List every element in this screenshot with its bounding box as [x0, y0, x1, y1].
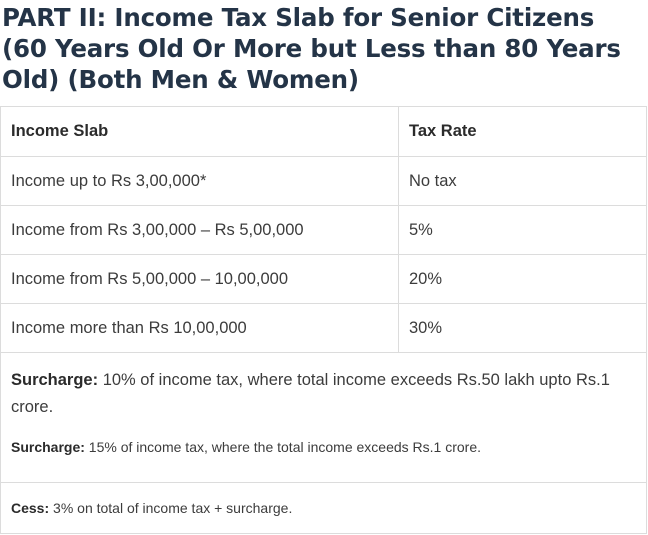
surcharge-text: 15% of income tax, where the total income exceeds Rs.1 crore. — [84, 439, 482, 455]
tax-rate-cell: No tax — [399, 157, 647, 206]
column-header-income-slab: Income Slab — [1, 107, 399, 157]
surcharge-label: Surcharge: — [11, 371, 99, 389]
surcharge-note-2 — [11, 437, 636, 457]
tax-rate-cell: 20% — [399, 255, 647, 304]
table-row — [1, 304, 647, 353]
table-row — [1, 206, 647, 255]
surcharge-note-1 — [11, 367, 636, 421]
surcharge-notes-row — [1, 353, 647, 483]
cess-text: 3% on total of income tax + surcharge. — [49, 500, 293, 516]
income-slab-cell: Income more than Rs 10,00,000 — [1, 304, 399, 353]
cess-note-cell — [1, 483, 647, 534]
cess-label: Cess: — [11, 500, 50, 516]
income-slab-cell: Income from Rs 5,00,000 – 10,00,000 — [1, 255, 399, 304]
page-heading: PART II: Income Tax Slab for Senior Citizens (60 Years Old Or More but Less than 80 Years Old) (Both Men & Women) — [2, 3, 621, 94]
surcharge-label: Surcharge: — [11, 439, 85, 455]
tax-rate-cell: 30% — [399, 304, 647, 353]
column-header-tax-rate: Tax Rate — [399, 107, 647, 157]
table-row — [1, 157, 647, 206]
cess-row — [1, 483, 647, 534]
table-row — [1, 255, 647, 304]
surcharge-notes-cell — [1, 353, 647, 483]
income-slab-cell: Income up to Rs 3,00,000* — [1, 157, 399, 206]
tax-rate-cell: 5% — [399, 206, 647, 255]
table-header-row — [1, 107, 647, 157]
income-slab-cell: Income from Rs 3,00,000 – Rs 5,00,000 — [1, 206, 399, 255]
tax-slab-table — [0, 106, 647, 534]
surcharge-text: 10% of income tax, where total income exceeds Rs.50 lakh upto Rs.1 crore. — [11, 371, 610, 416]
